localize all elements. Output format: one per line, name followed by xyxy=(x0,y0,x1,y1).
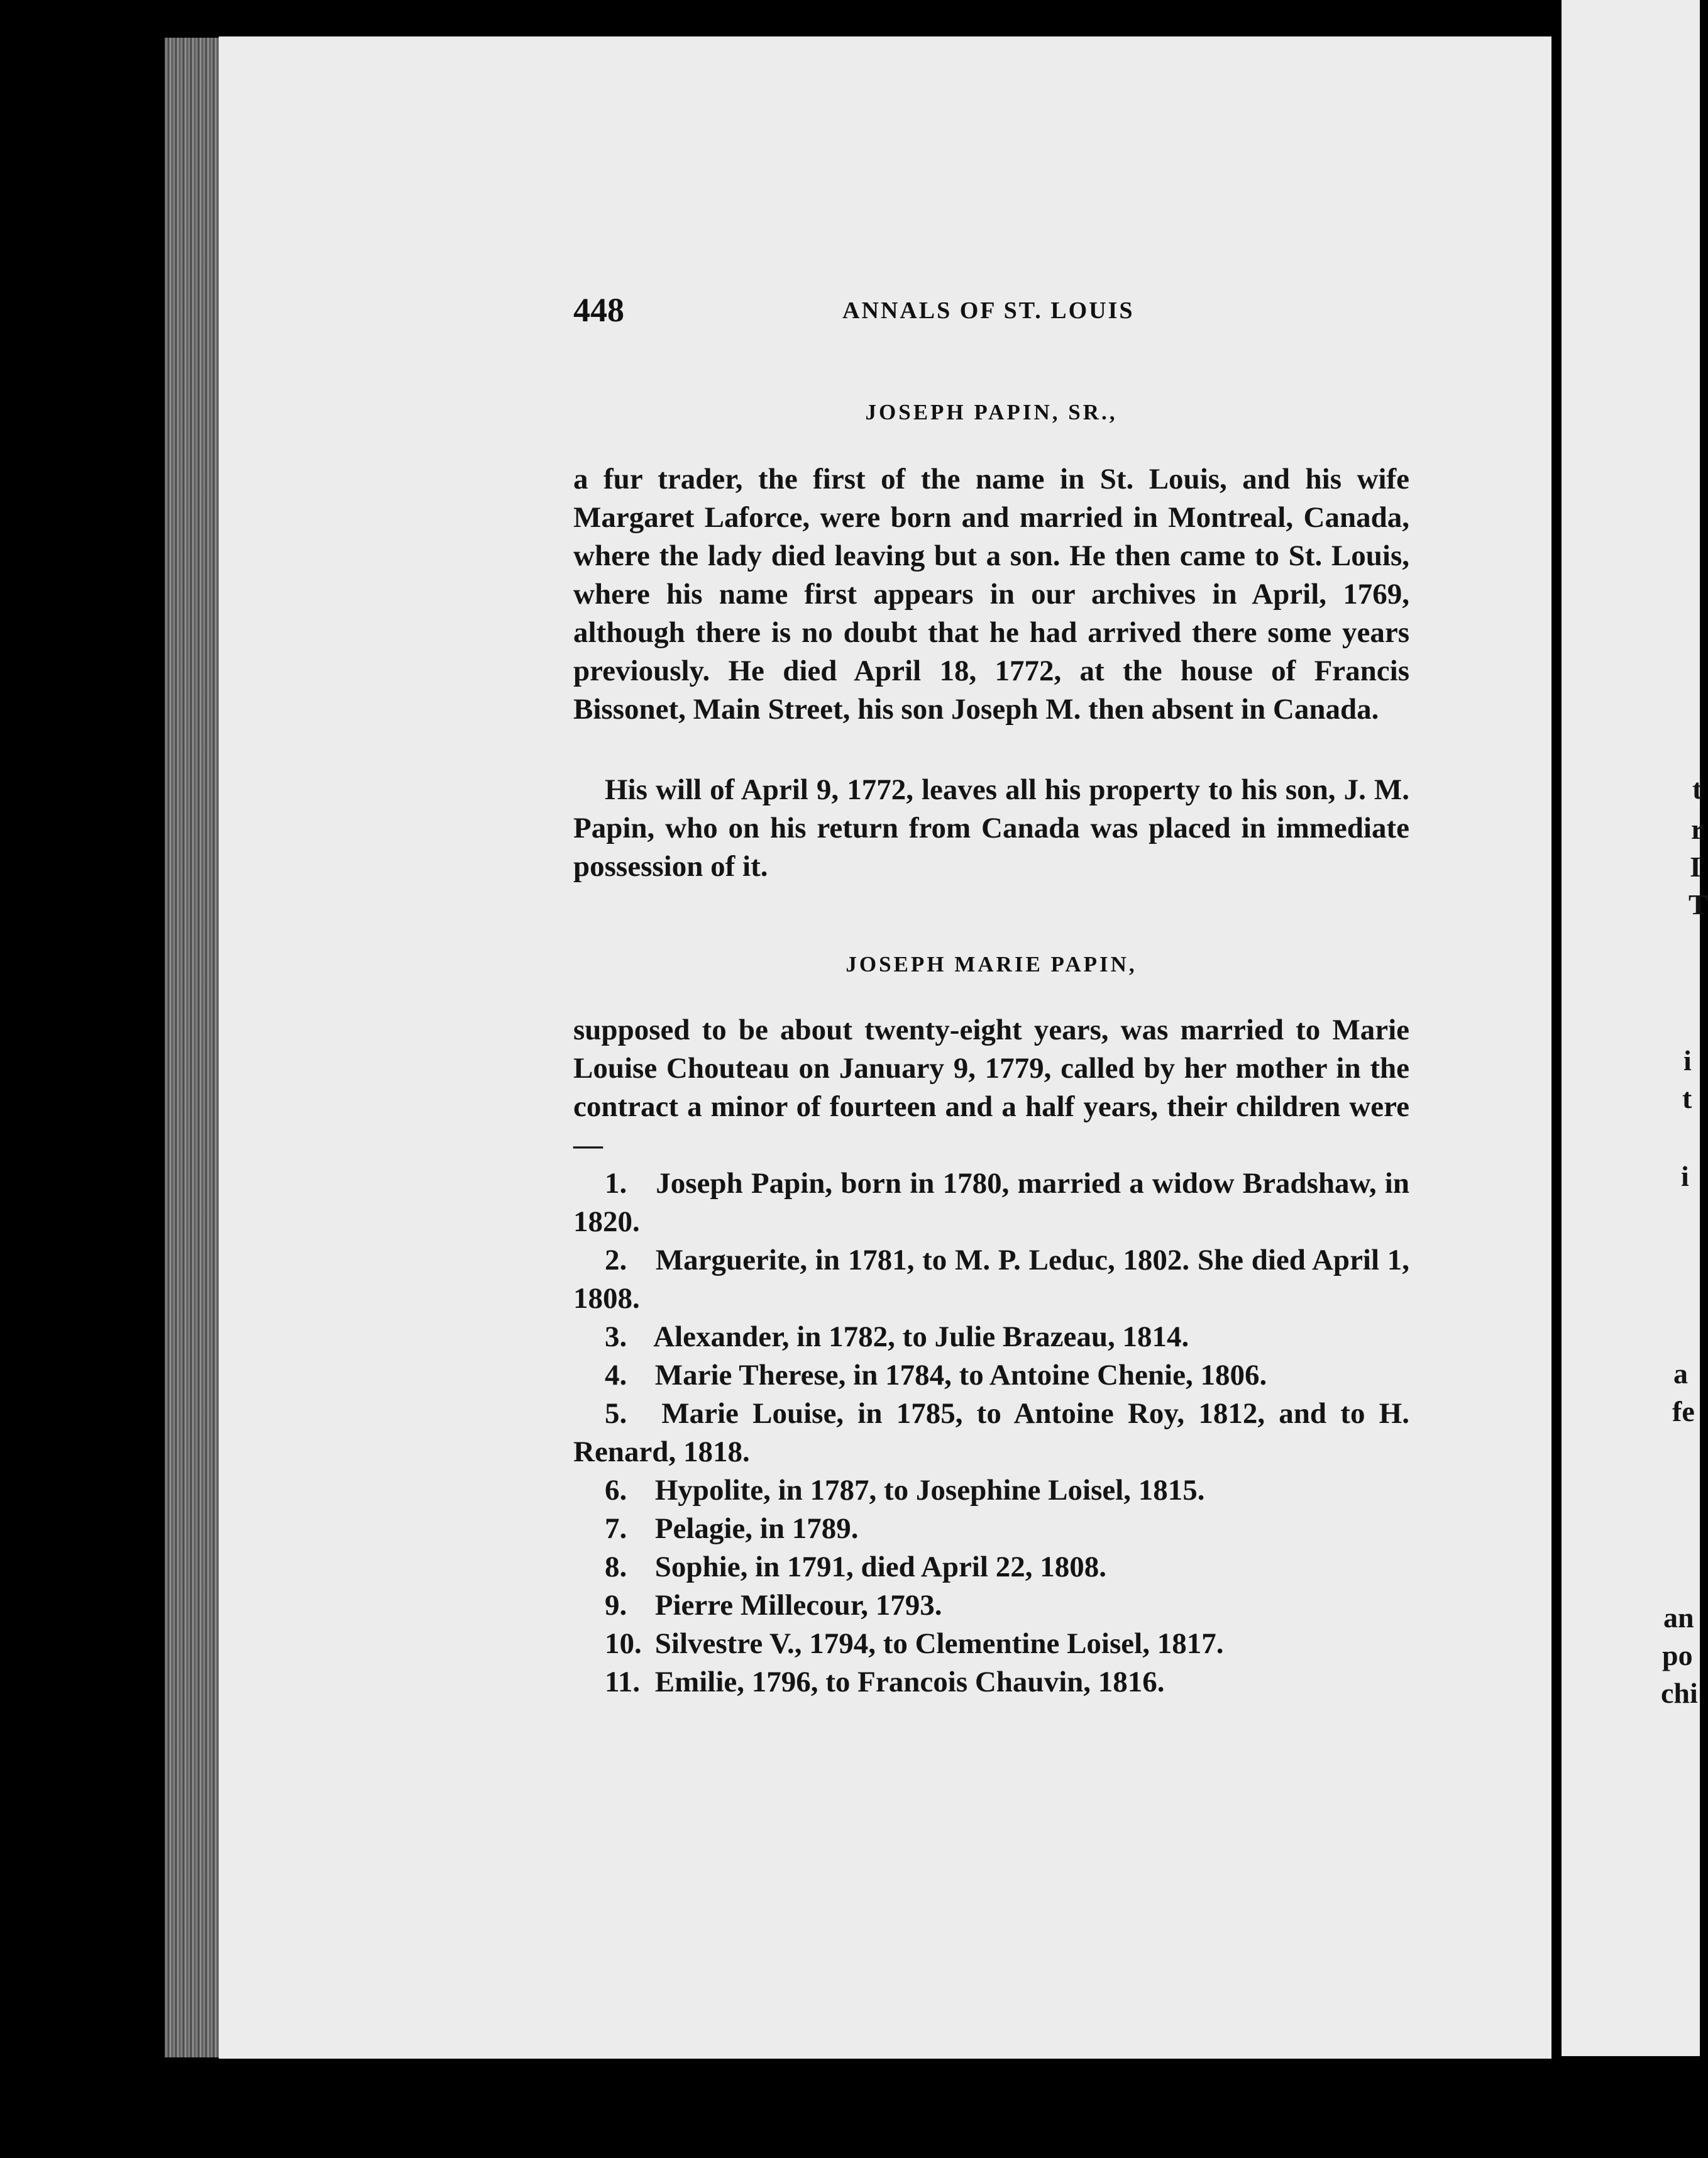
list-item xyxy=(573,1356,1409,1395)
list-item-number: 7. xyxy=(605,1512,627,1545)
list-item-text: Pelagie, in 1789. xyxy=(654,1512,859,1545)
list-item-number: 5. xyxy=(605,1397,627,1430)
page-gutter xyxy=(1551,63,1562,2062)
list-item-text: Joseph Papin, born in 1780, married a widow Bradshaw, in 1820. xyxy=(573,1167,1410,1238)
list-item-text: Silvestre V., 1794, to Clementine Loisel, 1817. xyxy=(654,1627,1224,1660)
list-item-text: Alexander, in 1782, to Julie Brazeau, 1814. xyxy=(653,1320,1189,1353)
running-head xyxy=(573,290,1409,329)
list-item xyxy=(573,1165,1409,1241)
facing-page-fragment: t xyxy=(1682,1082,1692,1114)
paragraph-marriage: supposed to be about twenty-eight years, was married to Marie Louise Chouteau on January 9, 1779, called by her mother in the contract a minor of fourteen and a half years, their children were — xyxy=(573,1014,1409,1161)
section-heading-joseph-marie-papin: JOSEPH MARIE PAPIN, xyxy=(846,952,1137,977)
list-item xyxy=(573,1625,1409,1663)
list-item-text: Hypolite, in 1787, to Josephine Loisel, 1815. xyxy=(654,1474,1205,1507)
facing-page-fragment: I xyxy=(1690,851,1701,883)
list-item-number: 8. xyxy=(605,1551,627,1583)
list-item-text: Marie Louise, in 1785, to Antoine Roy, 1812, and to H. Renard, 1818. xyxy=(573,1397,1409,1468)
list-item xyxy=(573,1548,1409,1586)
facing-page-fragment: chi xyxy=(1661,1677,1698,1709)
facing-page xyxy=(1562,0,1700,2056)
list-item-number: 2. xyxy=(605,1244,627,1276)
paragraph-papin-sr-bio: a fur trader, the first of the name in St. Louis, and his wife Margaret Laforce, were born and married in Montreal, Canada, where the lady died leaving but a son. He then came to St. Louis, where his name first appears in our archives in April, 1769, although there is no doubt that he had arrived there some years previously. He died April 18, 1772, at the house of Francis Bissonet, Main Street, his son Joseph M. then absent in Canada. xyxy=(573,463,1409,726)
children-list xyxy=(573,1165,1409,1702)
page-edges xyxy=(165,38,219,2057)
section-heading-joseph-papin-sr: JOSEPH PAPIN, SR., xyxy=(865,400,1118,424)
list-item-text: Pierre Millecour, 1793. xyxy=(654,1589,942,1622)
list-item xyxy=(573,1395,1409,1471)
list-item-number: 1. xyxy=(605,1167,627,1200)
book-spine xyxy=(0,0,165,2158)
list-item xyxy=(573,1318,1409,1356)
facing-page-fragment: T xyxy=(1689,888,1708,921)
list-item-text: Sophie, in 1791, died April 22, 1808. xyxy=(654,1551,1106,1583)
facing-page-fragment: i xyxy=(1683,1044,1692,1076)
scan-border-bottom xyxy=(0,2059,1700,2158)
paragraph-papin-sr-will: His will of April 9, 1772, leaves all his property to his son, J. M. Papin, who on his return from Canada was placed in immediate possession of it. xyxy=(573,773,1409,883)
running-title: ANNALS OF ST. LOUIS xyxy=(842,297,1135,324)
list-item xyxy=(573,1510,1409,1548)
list-item-text: Marguerite, in 1781, to M. P. Leduc, 1802. She died April 1, 1808. xyxy=(573,1244,1409,1315)
list-item-number: 10. xyxy=(605,1627,642,1660)
list-item-number: 11. xyxy=(605,1666,641,1698)
facing-page-fragment: r xyxy=(1691,813,1704,845)
list-item-number: 4. xyxy=(605,1359,627,1392)
facing-page-fragment: po xyxy=(1662,1639,1693,1671)
list-item-number: 6. xyxy=(605,1474,627,1507)
facing-page-fragment: t xyxy=(1692,773,1702,805)
list-item-text: Emilie, 1796, to Francois Chauvin, 1816. xyxy=(654,1666,1165,1698)
list-item-text: Marie Therese, in 1784, to Antoine Chenie, 1806. xyxy=(654,1359,1267,1392)
facing-page-fragment: fe xyxy=(1672,1395,1695,1427)
list-item-number: 9. xyxy=(605,1589,627,1622)
page-number: 448 xyxy=(573,291,624,329)
facing-page-fragment: i xyxy=(1681,1160,1689,1192)
facing-page-fragment: a xyxy=(1673,1358,1688,1390)
list-item xyxy=(573,1663,1409,1702)
list-item xyxy=(573,1471,1409,1510)
list-item xyxy=(573,1241,1409,1318)
facing-page-fragment: an xyxy=(1663,1602,1694,1634)
list-item-number: 3. xyxy=(605,1320,627,1353)
list-item xyxy=(573,1586,1409,1625)
